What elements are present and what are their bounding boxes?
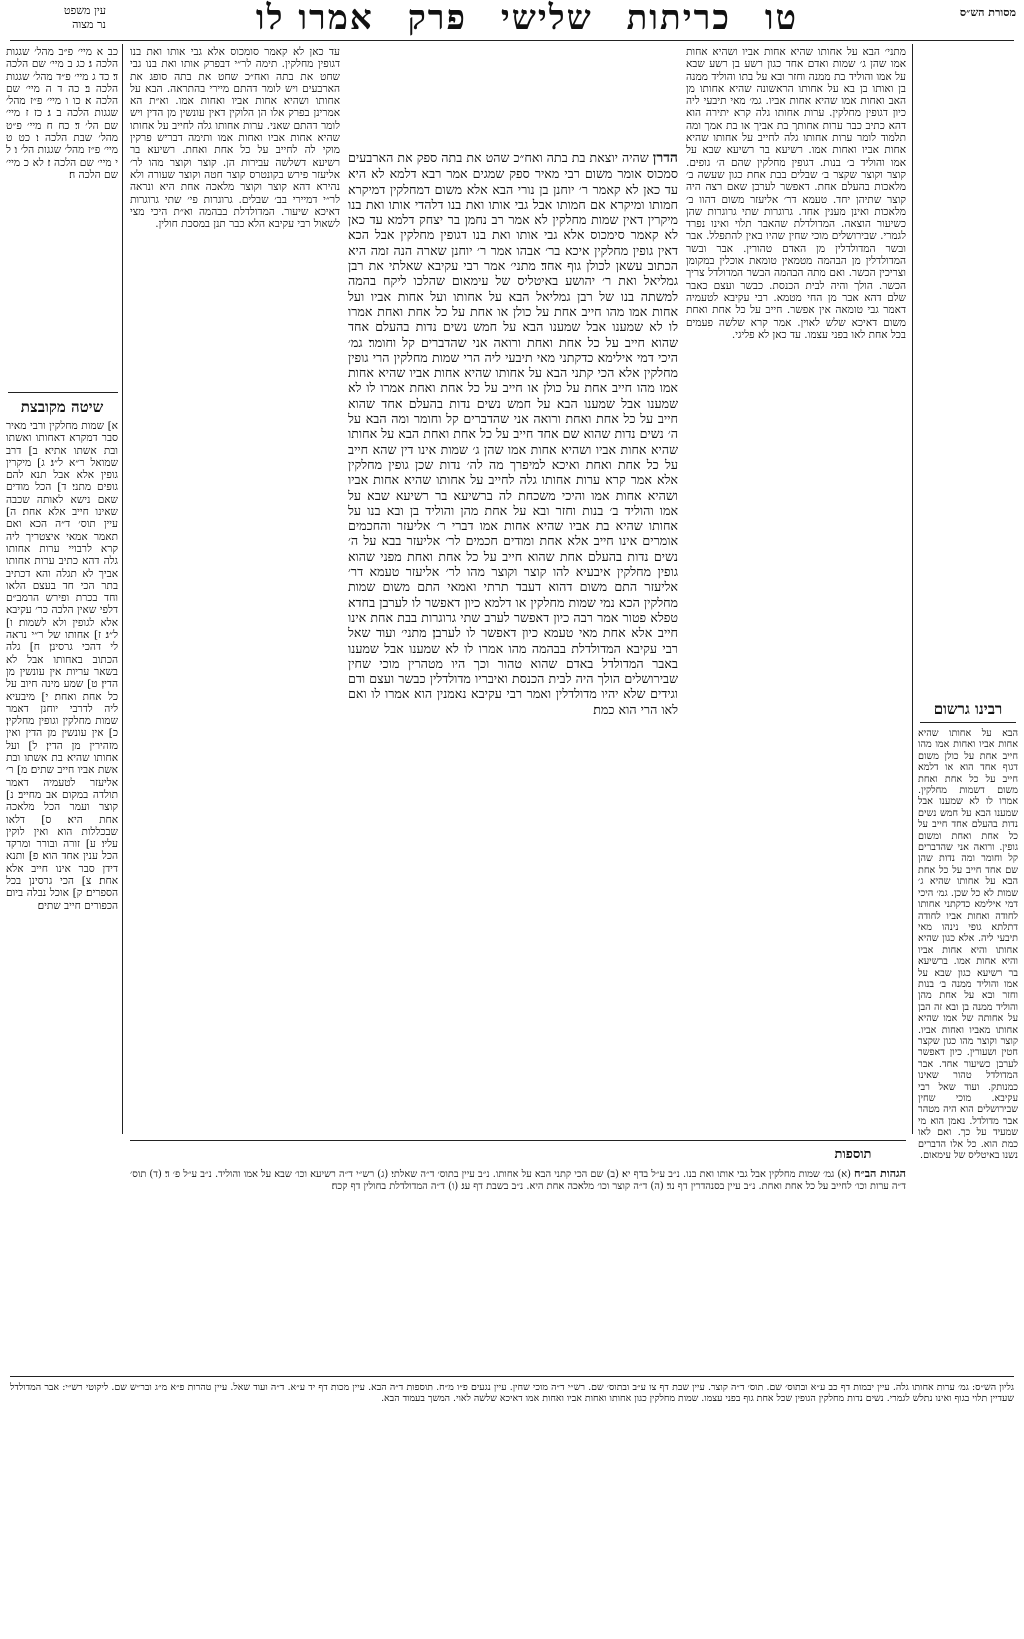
rabbenu-gershom-text: הבא על אחותו שהיא אחות אביו ואחות אמו מהו חייב אחת על כולן משום דגוף אחד הוא או דלמא חייב על כל אחת ואחת משום דשמות מחלקין. אמרו לו לא שמענו אבל שמענו הבא על חמש נשים נדות בהעלם אחד חייב על כל אחת ואחת ומשום גופין. ורואה אני שהדברים קל וחומר ומה נדות שהן שם אחד חייב על כל אחת הבא על אחותו שהיא ג׳ שמות לא כל שכן. גמ׳ היכי דמי אילימא כדקתני אחותו לחודה ואחות אביו לחודה דתלתא גופי נינהו מאי תיבעי ליה. אלא כגון שהיא אחותו והיא אחות אביו והיא אחות אמו. ברשיעא בר רשיעא כגון שבא על אמו והוליד ממנה ב׳ בנות וחזר ובא על אחת מהן והוליד ממנה בן ובא זה הבן על אחותה של אמו שהיא אחותו מאביו ואחות אביו. קוצר וקוצר מהו כגון שקצר חטין ושעורין. כיון דאפשר לערבן כשיעור אחד. אבר המדולדל טהור שאינו כמנותק. ועוד שאל רבי עקיבא. מוכי שחין שבירושלים הוא היה מטהר אבר מדולדל. נאמן הוא מי שמעיד על כך. ואם לאו כמת הוא. כל אלו הדברים נשנו באיטליס של עימאום. xyxy=(918,728,1018,1162)
header-left-line-2: נר מצוה xyxy=(72,18,106,31)
rabbenu-gershom-title: רבינו גרשום xyxy=(933,700,1003,718)
title-word-tractate: כריתות xyxy=(626,0,731,38)
notes-rule xyxy=(10,1376,1014,1377)
page-title xyxy=(150,0,904,36)
rabbenu-gershom-title-rule xyxy=(920,722,1016,723)
gemara-body: שהיה יוצאת בת בתה ואח״כ שהט את בתה ספק את הארבעים סמכוס אומר משום רבי מאיר ספק שמגים אמר רבא דלמא לא היא עד כאן לא קאמר ר׳ יוחנן בן נורי הבא אלא משום דמחלקין דמיקרא חמותו ומיקרא אם חמותו אבל גבי אותו ואת בנו דלהדי אותו ואת בנו מיקרין דאין שמות מחלקין לא אמר רב נחמן בר יצחק דלמא עד כאן לא קאמר סימכוס אלא גבי אותו ואת בנו דגופין מחלקין אבל הכא דאין גופין מחלקין איכא בר׳ אבהו אמר ר׳ יוחנן שארה הנה זמה היא הכתוב עשאן לכולן גוף אחד׃ מתני׳ אמר רבי עקיבא שאלתי את רבן גמליאל ואת ר׳ יהושע באיטליס של עימאום שהלכו ליקח בהמה למשתה בנו של רבן גמליאל הבא על אחותו ועל אחות אביו ועל אחות אמו מהו חייב אחת על כולן או אחת על כל אחת ואחת אמרו לו לא שמענו אבל שמענו הבא על חמש נשים נדות בהעלם אחד שהוא חייב על כל אחת ואחת ורואה אני שהדברים קל וחומר׃ גמ׳ היכי דמי אילימא כדקתני מאי תיבעי ליה הרי שמות מחלקין הרי גופין מחלקין אלא הכי קתני הבא על אחותו שהיא אחות אביו שהיא אחות אמו מהו חייב אחת על כולן או חייב על כל אחת ואחת אמרו לו לא שמענו אבל שמענו הבא על חמש נשים נדות בהעלם אחד שהוא חייב על כל אחת ואחת ורואה אני שהדברים קל וחומר ומה הבא על ה׳ נשים נדות שהוא שם אחד חייב על כל אחת ואחת הבא על אחותו שהיא אחות אביו ושהיא אחות אמו שהן ג׳ שמות אינו דין שהא חייב על כל אחת ואחת ואיכא למיפרך מה לה׳ נדות שכן גופין מחלקין אלא אמר קרא ערות אחותו גלה לחייב על אחותו שהיא אחות אביו ושהיא אחות אמו והיכי משכחת לה ברשיעא בר רשיעא שבא על אמו והוליד ב׳ בנות וחזר ובא על אחת מהן והוליד בן ובא בנו על אחותו שהיא בת אביו שהיא אחות אמו דברי ר׳ אליעזר והחכמים אומרים אינו חייב אלא אחת ומודים חכמים לר׳ אליעזר בבא על ה׳ נשים נדות בהעלם אחת שהוא חייב על כל אחת ואחת מפני שהוא גופין מחלקין איבעיא להו קוצר וקוצר מהו לר׳ אליעזר טעמא דר׳ אליעזר התם משום דהוא דעבד תרתי ואמאי התם משום שמות מחלקין הכא נמי שמות מחלקין או דלמא כיון דאפשר לו לערבן בחדא טפלא פטור אמר רבה כיון דאפשר לערב שתי גרוגרות בבת אחת אינו חייב אלא אחת מאי טעמא כיון דאפשר לו לערבן׃ מתני׳ ועוד שאל רבי עקיבא המדולדלת בבהמה מהו אמרו לו לא שמענו אבל שמענו באבר המדולדל באדם שהוא טהור וכך היו מטהרין מוכי שחין שבירושלים הולך היה לבית הכנסת ואיבריו מדולדלין כבשר ועצם ודם וגידים שלא יהיו מדולדלין ואמר רבי עקיבא נאמנין הוא אמרו לו ואם לאו הרי הוא כמת׃ xyxy=(348,150,678,717)
rashi-column xyxy=(686,46,906,1134)
title-word-chapter: פרק xyxy=(407,0,467,38)
shita-mekubetzet-title: שיטה מקובצת xyxy=(20,398,104,416)
left-margin-rule xyxy=(122,44,123,1134)
ein-mishpat-column xyxy=(6,46,118,376)
title-word-chapter-number: שלישי xyxy=(500,0,593,38)
footer-notes xyxy=(10,1382,1014,1632)
footer-notes-text: גליון הש״ס: גמ׳ ערות אחותו גלה. עיין יבמות דף כב ע״א ובתוס׳ שם. תוס׳ ד״ה קוצר. עיין שבת דף צו ע״ב ובתוס׳ שם. רש״י ד״ה מוכי שחין. עיין נגעים פ״ו מ״ח. תוספות ד״ה הבא. עיין מכות דף יד ע״א. ד״ה ועוד שאל. עיין טהרות פ״א מ״ג ובר״ש שם. ליקוטי רש״י: אבר המדולדל שעדיין תלוי בגוף ואינו נתלש לגמרי. נשים נדות מחלקין הגופין שכל אחת גוף בפני עצמו. שמות מחלקין כגון אחותו ואחות אביו ואחות אמו דאיכא שלשה לאוי. המשך בעמוד הבא. xyxy=(10,1382,1014,1405)
gemara-lead-word: הדרן xyxy=(652,150,678,166)
header-masoret-label: מסורת הש״ס xyxy=(959,6,1016,19)
rabbenu-gershom-column xyxy=(918,728,1018,1468)
haggahot-text: (א) גמ׳ שמות מחלקין אבל גבי אותו ואת בנו. נ״ב ע״ל בדף יא׃ (ב) שם הכי קתני הבא על אחותו. נ״ב עיין בתוס׳ ד״ה שאלתי׃ (ג) רש״י ד״ה רשיעא וכו׳ שבא על אמו והוליד. נ״ב ע״ל פ׳ ד׃ (ד) תוס׳ ד״ה ערות וכו׳ לחייב על כל אחת ואחת. נ״ב עיין בסנהדרין דף נד׃ (ה) ד״ה קוצר וכו׳ מלאכה אחת היא. נ״ב בשבת דף עג׃ (ו) ד״ה המדולדלת בחולין דף קכח׃ xyxy=(130,1169,906,1192)
header-left-line-1: עין משפט xyxy=(63,4,106,17)
title-word-chapter-name: אמרו לו xyxy=(255,0,374,38)
haggahot-column xyxy=(130,1168,906,1368)
ein-mishpat-text: כב א מיי׳ פ״ב מהל׳ שגגות הלכה ג׃ כג ב מיי׳ שם הלכה ד׃ כד ג מיי׳ פ״ד מהל׳ שגגות הלכה ב׃ כה ד ה מיי׳ שם הלכה א׃ כו ו מיי׳ פ״ז מהל׳ שגגות הלכה ב ג׃ כז ז מיי׳ שם הל׳ ד׃ כח ח מיי׳ פ״ט מהל׳ שבת הלכה ו׃ כט ט מיי׳ פ״ז מהל׳ שגגות הל׳ ו׃ ל י מיי׳ שם הלכה ז׃ לא כ מיי׳ שם הלכה ח׃ xyxy=(6,46,118,181)
ein-mishpat-divider xyxy=(8,392,118,393)
rashi-text: מתני׳ הבא על אחותו שהיא אחות אביו ושהיא אחות אמו שהן ג׳ שמות ואדם אחד כגון רשע בן רשע שבא על אמו והוליד בת ממנה וחזר ובא על בתו והוליד ממנה בן ואותו בן בא על אחותו הראשונה שהיא אחותו מן האב ואחות אמו שהיא אחות אביו. גמ׳ מאי תיבעי ליה כיון דגופין מחלקין. ערות אחותו גלה קרא יתירה הוא דהא כתיב כבר ערות אחותך בת אביך או בת אמך ומה תלמוד לומר ערות אחותו גלה לחייב על אחותו שהיא אחות אביו ואחות אמו. רשיעא בר רשיעא שבא על אמו והוליד ב׳ בנות. דגופין מחלקין שהם ה׳ גופים. קוצר וקוצר שקצר ב׳ שבלים בבת אחת כגון שעשה ב׳ מלאכות בהעלם אחת. דאפשר לערבן שאם רצה היה קוצר שתיהן יחד. טעמא דר׳ אליעזר משום דהוו ב׳ מלאכות ואינן מענין אחד. גרוגרות שתי גרוגרות שהן כשיעור הוצאה. המדולדלת שהאבר תלוי ואינו נפרד לגמרי. שבירושלים מוכי שחין שהיו באין להתפלל. אבר ובשר המדולדלין מן האדם טהורין. אבר ובשר המדולדלין מן הבהמה מטמאין טומאת אוכלין במקומן וצריכין הכשר. ואם מתה הבהמה הבשר המדולדל צריך הכשר. הולך והיה לבית הכנסת. כבשר ועצם כאבר שלם דהא אבר מן החי מטמא. רבי עקיבא לטעמיה דאמר גבי טומאה אין אפשר. חייב על כל אחת ואחת משום דאיכא שלש לאוין. אמר קרא שלשה פעמים בכל אחת לאו בפני עצמו. עד כאן לא פליגי. xyxy=(686,46,906,341)
tosafot-footer-title: תוספות xyxy=(834,1147,872,1162)
tosafot-column xyxy=(130,46,340,1134)
haggahot-title: הגהות הב״ח xyxy=(854,1168,906,1180)
header-rule xyxy=(10,40,1014,41)
gemara-paragraph xyxy=(348,150,678,717)
gemara-main-text xyxy=(348,150,678,1130)
right-margin-rule xyxy=(912,44,913,1134)
shita-mekubetzet-text: א] שמות מחלקין ורבי מאיר סבר דמקרא דאחותו ואשתו ובת אשתו אתיא׃ ב] דרב שמואל ר״א ל״ג׃ ג] מיקרין גופין אלא אבל תנא להם גופים מתני׃ ד] הכל מודים שאם נישא לאותה שכבה שאינו חייב אלא אחת׃ ה] עיין תוס׳ ד״ה הכא ואם תאמר אמאי איצטריך ליה קרא לרבויי ערות אחותו גלה דהא כתיב ערות אחותו אביך לא תגלה והא דכתיב בתר הכי חד בעצם הלאו וחד בכרת ופירש הרמב״ם דלפי שאין הלכה כר׳ עקיבא אלא לגופין ולא לשמות׃ ו] ל״ג׃ ז] אחותו של ר״י נראה לי דהכי גרסינן׃ ח] גלה הכתוב באחותו אבל לא בשאר עריות אין עונשין מן הדין׃ ט] שמע מינה חיוב על כל אחת ואחת׃ י] מיבעיא ליה לדרבי יוחנן דאמר שמות מחלקין וגופין מחלקין׃ כ] אין עונשין מן הדין ואין מזהירין מן הדין׃ ל] ועל אחותו שהיא בת אשתו ובת אשת אביו חייב שתים׃ מ] ר׳ אליעזר לטעמיה דאמר תולדה במקום אב מחייב׃ נ] קוצר ועמר הכל מלאכה אחת היא׃ ס] דלאו שבכללות הוא ואין לוקין עליו׃ ע] זורה ובורר ומרקד הכל ענין אחד הוא׃ פ] ותנא דידן סבר אינו חייב אלא אחת׃ צ] הכי גרסינן בכל הספרים׃ ק] אוכל נבלה ביום הכפורים חייב שתים׃ xyxy=(6,420,118,912)
shita-mekubetzet-column xyxy=(6,420,118,1210)
header-ein-mishpat-label xyxy=(6,4,106,32)
title-word-page-number: טו xyxy=(764,0,799,38)
tosafot-text: עד כאן לא קאמר סומכוס אלא גבי אותו ואת בנו דגופין מחלקין. תימה לר״י דבפרק אותו ואת בנו גבי שחט את בתה ואח״כ שחט את בתה סופג את הארבעים ויש לומר דהתם מיירי בהתראה. הבא על אחותו ושהיא אחות אביו ואחות אמו. וא״ת הא אמרינן בפרק אלו הן הלוקין דאין עונשין מן הדין ויש לומר דהתם שאני. ערות אחותו גלה לחייב על אחותו שהיא אחות אביו ואחות אמו ותימה דבריש פרקין מוקי לה לחייב על כל אחת ואחת. רשיעא בר רשיעא דשלשה עבירות הן. קוצר וקוצר מהו לר׳ אליעזר פירש בקונטרס קוצר חטה וקוצר שעורה ולא נהירא דהא קוצר וקוצר מלאכה אחת היא ונראה לר״י דמיירי בב׳ שבלים. גרוגרות פי׳ שתי גרוגרות דאיכא שיעור. המדולדלת בבהמה וא״ת היכי מצי לשאול רבי עקיבא הלא כבר תנן במסכת חולין. xyxy=(130,46,340,231)
footer-rule xyxy=(130,1140,906,1141)
